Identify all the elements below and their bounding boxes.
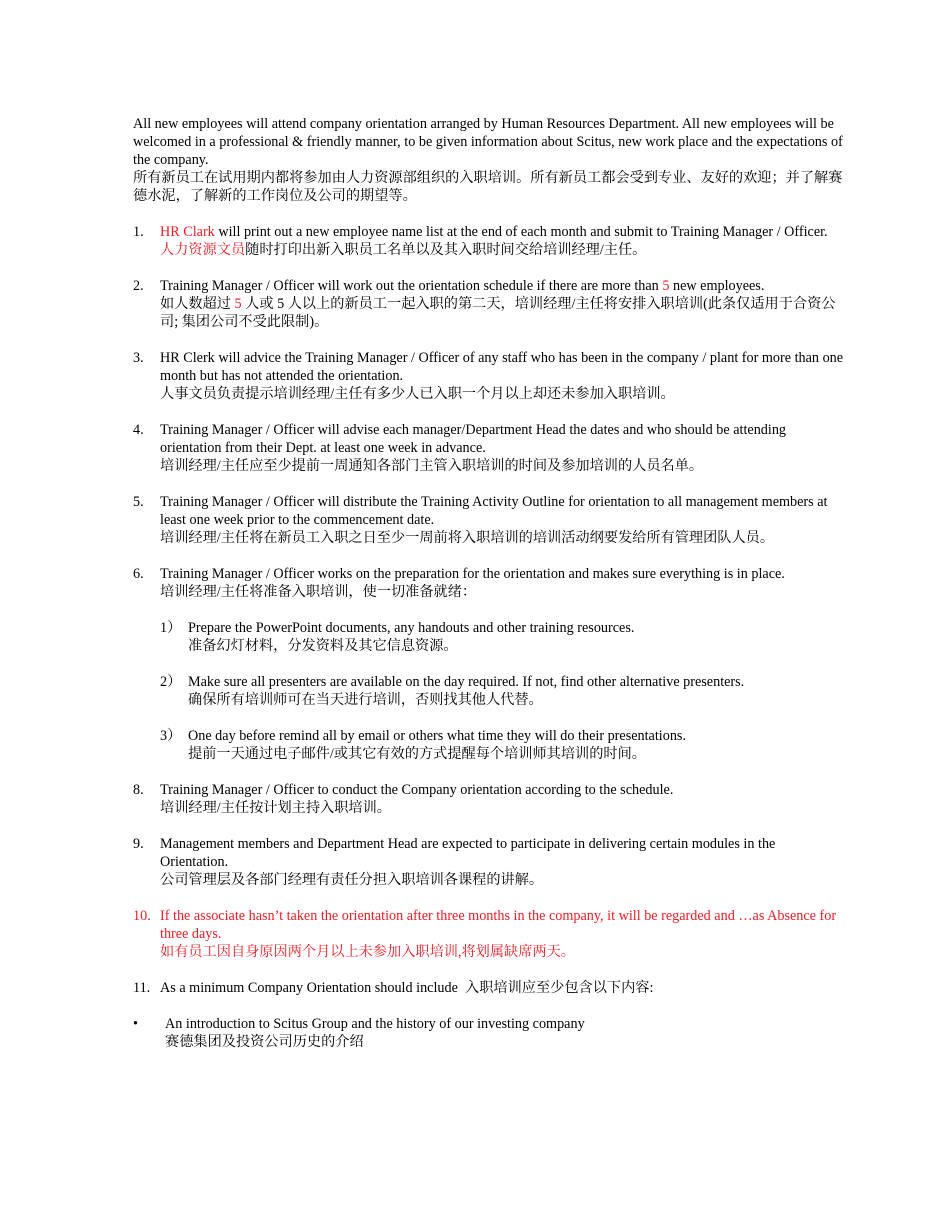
sub-item-3 xyxy=(160,727,845,763)
list-item-2 xyxy=(133,277,845,331)
list-item-6 xyxy=(133,565,845,763)
item-english-text: Training Manager / Officer will work out the orientation schedule if there are more than xyxy=(160,278,663,294)
list-item-10 xyxy=(133,907,845,961)
intro-english: All new employees will attend company orientation arranged by Human Resources Department. All new employees will be welcomed in a professional & friendly manner, to be given information about Scitus, new work place and the expectations of the company. xyxy=(133,116,843,168)
count-zh-highlight: 5 xyxy=(234,296,242,312)
intro-section xyxy=(133,115,845,205)
item-chinese xyxy=(160,241,845,259)
item-chinese: 培训经理/主任将在新员工入职之日至少一周前将入职培训的培训活动纲要发给所有管理团队人员。 xyxy=(160,530,775,546)
item-number: 1. xyxy=(133,224,144,240)
item-number: 5. xyxy=(133,494,144,510)
item-chinese: 培训经理/主任应至少提前一周通知各部门主管入职培训的时间及参加培训的人员名单。 xyxy=(160,458,704,474)
item-number: 9. xyxy=(133,836,144,852)
item-english: Training Manager / Officer will advise each manager/Department Head the dates and who should be attending orientation from their Dept. at least one week in advance. xyxy=(160,422,787,456)
sub-item-number: 1） xyxy=(160,620,182,636)
item-chinese: 公司管理层及各部门经理有责任分担入职培训各课程的讲解。 xyxy=(160,872,544,888)
item-english: Training Manager / Officer to conduct the Company orientation according to the schedule. xyxy=(160,782,674,798)
item-english: HR Clerk will advice the Training Manager / Officer of any staff who has been in the company / plant for more than one month but has not attended the orientation. xyxy=(160,350,844,384)
list-item-5 xyxy=(133,493,845,547)
sub-item-chinese: 提前一天通过电子邮件/或其它有效的方式提醒每个培训师其培训的时间。 xyxy=(188,746,646,762)
hr-clerk-zh-highlight: 人力资源文员 xyxy=(160,242,246,258)
item-heading xyxy=(160,979,845,997)
item-english xyxy=(160,223,845,241)
intro-chinese: 所有新员工在试用期内都将参加由人力资源部组织的入职培训。所有新员工都会受到专业、友好的欢迎；并了解赛德水泥，了解新的工作岗位及公司的期望等。 xyxy=(133,170,843,204)
item-chinese: 如有员工因自身原因两个月以上未参加入职培训,将划属缺席两天。 xyxy=(160,944,575,960)
sub-item-2 xyxy=(160,673,845,709)
sub-item-english: Prepare the PowerPoint documents, any handouts and other training resources. xyxy=(188,620,635,636)
item-chinese-text: 随时打印出新入职员工名单以及其入职时间交给培训经理/主任。 xyxy=(245,242,647,258)
item-number: 11. xyxy=(133,980,151,996)
item-number: 4. xyxy=(133,422,144,438)
list-item-11 xyxy=(133,979,845,997)
list-item-8 xyxy=(133,781,845,817)
bullet-chinese: 赛德集团及投资公司历史的介绍 xyxy=(165,1034,364,1050)
sub-item-chinese: 准备幻灯材料，分发资料及其它信息资源。 xyxy=(188,638,458,654)
item-english: Training Manager / Officer works on the preparation for the orientation and makes sure everything is in place. xyxy=(160,566,785,582)
item-english xyxy=(160,277,845,295)
item-english: Training Manager / Officer will distribute the Training Activity Outline for orientation to all management members at least one week prior to the commencement date. xyxy=(160,494,828,528)
bullet-english: An introduction to Scitus Group and the history of our investing company xyxy=(165,1016,585,1032)
sub-item-number: 3） xyxy=(160,728,182,744)
item-number: 3. xyxy=(133,350,144,366)
sub-item-chinese: 确保所有培训师可在当天进行培训，否则找其他人代替。 xyxy=(188,692,543,708)
item-english-text: As a minimum Company Orientation should include xyxy=(160,980,458,996)
document-page xyxy=(133,115,845,1051)
item-chinese-text: 如人数超过 xyxy=(160,296,235,312)
item-number: 2. xyxy=(133,278,144,294)
sub-item-number: 2） xyxy=(160,674,182,690)
item-number: 6. xyxy=(133,566,144,582)
list-item-4 xyxy=(133,421,845,475)
item-number: 10. xyxy=(133,908,151,924)
list-item-3 xyxy=(133,349,845,403)
sub-item-english: Make sure all presenters are available on the day required. If not, find other alternative presenters. xyxy=(188,674,745,690)
hr-clark-highlight: HR Clark xyxy=(160,224,215,240)
item-chinese xyxy=(160,295,845,331)
item-chinese: 培训经理/主任按计划主持入职培训。 xyxy=(160,800,391,816)
bullet-icon: • xyxy=(133,1016,138,1032)
list-item-1 xyxy=(133,223,845,259)
item-english: Management members and Department Head are expected to participate in delivering certain modules in the Orientation. xyxy=(160,836,776,870)
sub-item-1 xyxy=(160,619,845,655)
count-highlight: 5 xyxy=(662,278,670,294)
item-chinese-text: 人或 5 人以上的新员工一起入职的第二天，培训经理/主任将安排入职培训(此条仅适用于合资公司; 集团公司不受此限制)。 xyxy=(160,296,836,330)
item-chinese: 人事文员负责提示培训经理/主任有多少人已入职一个月以上却还未参加入职培训。 xyxy=(160,386,675,402)
item-chinese-text: 入职培训应至少包含以下内容: xyxy=(465,980,654,996)
item-english-text: will print out a new employee name list at the end of each month and submit to Training Manager / Officer. xyxy=(214,224,828,240)
item-chinese: 培训经理/主任将准备入职培训，使一切准备就绪： xyxy=(160,584,477,600)
sub-item-english: One day before remind all by email or others what time they will do their presentations. xyxy=(188,728,686,744)
item-english: If the associate hasn’t taken the orientation after three months in the company, it will be regarded and …as Absence for three days. xyxy=(160,908,837,942)
bullet-item-1 xyxy=(133,1015,845,1051)
item-english-text: new employees. xyxy=(669,278,765,294)
item-number: 8. xyxy=(133,782,144,798)
sub-list xyxy=(160,619,845,763)
list-item-9 xyxy=(133,835,845,889)
